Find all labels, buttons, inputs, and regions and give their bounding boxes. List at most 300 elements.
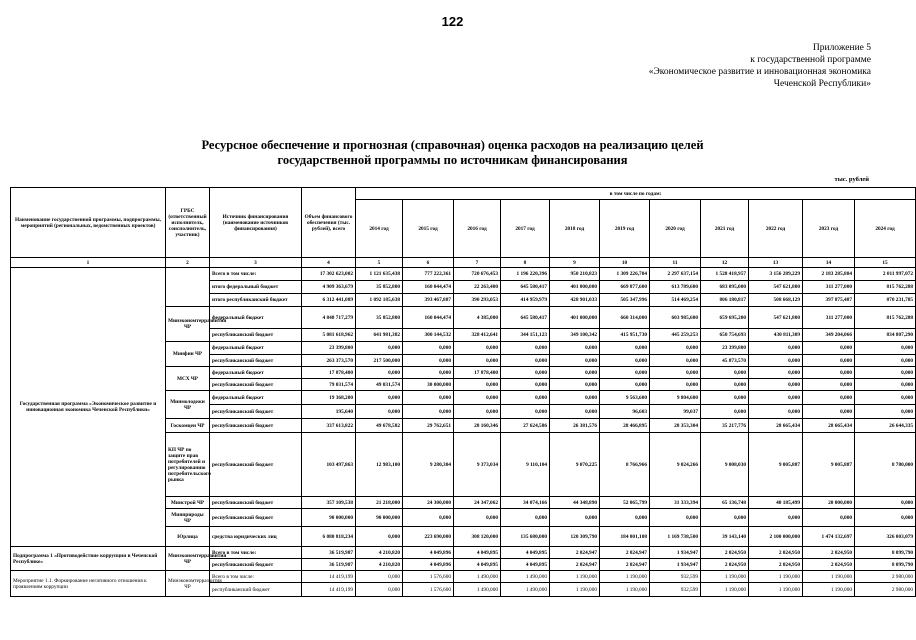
year-value-cell: 40 185,499: [749, 497, 803, 509]
year-value-cell: 0,000: [855, 405, 916, 419]
year-value-cell: 28 160,346: [454, 419, 501, 433]
year-value-cell: 0,000: [454, 391, 501, 405]
year-value-cell: 9 024,266: [650, 433, 701, 497]
year-value-cell: 349 100,342: [550, 329, 600, 342]
total-cell: 4 848 717,279: [302, 307, 356, 329]
year-value-cell: 2 183 285,884: [803, 268, 855, 281]
year-value-cell: 645 580,417: [501, 307, 550, 329]
year-value-cell: 27 624,586: [501, 419, 550, 433]
year-value-cell: 0,000: [403, 342, 454, 355]
year-value-cell: 0,000: [600, 355, 650, 367]
year-value-cell: 31 333,394: [650, 497, 701, 509]
source-cell: республиканский бюджет: [210, 497, 302, 509]
year-value-cell: 28 466,895: [600, 419, 650, 433]
source-cell: итого федеральный бюджет: [210, 281, 302, 294]
year-value-cell: 21 218,000: [356, 497, 403, 509]
year-value-cell: 0,000: [803, 379, 855, 391]
year-value-cell: 12 983,100: [356, 433, 403, 497]
year-value-cell: 2 024,950: [749, 559, 803, 571]
header-name: Наименование государственной программы, подпрограммы, мероприятий (региональных, ведомственных проектов): [11, 188, 166, 258]
year-value-cell: 20 000,000: [803, 497, 855, 509]
total-cell: 6 080 818,234: [302, 527, 356, 547]
source-cell: федеральный бюджет: [210, 367, 302, 379]
year-value-cell: 0,000: [803, 405, 855, 419]
header-year: 2023 год: [803, 200, 855, 258]
year-value-cell: 428 901,033: [550, 294, 600, 307]
table-row: [11, 571, 916, 583]
year-value-cell: 328 412,641: [454, 329, 501, 342]
year-value-cell: 1 190,000: [749, 583, 803, 597]
source-cell: Всего в том числе:: [210, 547, 302, 559]
total-cell: 14 419,199: [302, 583, 356, 597]
year-value-cell: 547 621,800: [749, 281, 803, 294]
year-value-cell: 641 981,382: [356, 329, 403, 342]
total-cell: 337 613,822: [302, 419, 356, 433]
year-value-cell: 8 780,000: [855, 433, 916, 497]
index-cell: 15: [855, 258, 916, 268]
year-value-cell: 135 680,000: [501, 527, 550, 547]
year-value-cell: 2 024,950: [701, 559, 749, 571]
executor-cell: Минмолодежи ЧР: [166, 391, 210, 419]
year-value-cell: 0,000: [356, 571, 403, 583]
year-value-cell: 0,000: [501, 342, 550, 355]
year-value-cell: 96,603: [600, 405, 650, 419]
year-value-cell: 932,599: [650, 571, 701, 583]
header-year: 2017 год: [501, 200, 550, 258]
year-value-cell: 1 490,000: [501, 583, 550, 597]
year-value-cell: 1 190,000: [701, 571, 749, 583]
year-value-cell: 0,000: [550, 509, 600, 527]
source-cell: республиканский бюджет: [210, 419, 302, 433]
year-value-cell: 645 580,417: [501, 281, 550, 294]
total-cell: 6 312 441,089: [302, 294, 356, 307]
year-value-cell: 0,000: [855, 391, 916, 405]
year-value-cell: 90 000,000: [356, 509, 403, 527]
title-line: Ресурсное обеспечение и прогнозная (справочная) оценка расходов на реализацию целей: [201, 138, 704, 152]
year-value-cell: 8 099,790: [855, 559, 916, 571]
year-value-cell: 0,000: [749, 367, 803, 379]
year-value-cell: 0,000: [749, 509, 803, 527]
year-value-cell: 1 121 635,438: [356, 268, 403, 281]
total-cell: 14 419,199: [302, 571, 356, 583]
year-value-cell: 1 190,000: [550, 571, 600, 583]
header-total: Объем финансового обеспечения (тыс. рублей), всего: [302, 188, 356, 258]
header-year: 2022 год: [749, 200, 803, 258]
year-value-cell: 660 314,000: [600, 307, 650, 329]
year-value-cell: 505 347,996: [600, 294, 650, 307]
year-value-cell: 9 005,887: [749, 433, 803, 497]
header-source: Источник финансирования (наименование источников финансирования): [210, 188, 302, 258]
year-value-cell: 35 217,776: [701, 419, 749, 433]
year-value-cell: 1 190,000: [803, 583, 855, 597]
year-value-cell: 2 024,950: [803, 559, 855, 571]
year-value-cell: 445 259,253: [650, 329, 701, 342]
index-cell: 5: [356, 258, 403, 268]
year-value-cell: 514 469,254: [650, 294, 701, 307]
year-value-cell: 1 474 132,697: [803, 527, 855, 547]
year-value-cell: 23 399,800: [701, 342, 749, 355]
year-value-cell: 0,000: [403, 367, 454, 379]
year-value-cell: 2 024,947: [600, 547, 650, 559]
executor-cell: МСХ ЧР: [166, 367, 210, 391]
total-cell: 17 878,400: [302, 367, 356, 379]
year-value-cell: 0,000: [454, 405, 501, 419]
year-value-cell: 223 690,000: [403, 527, 454, 547]
year-value-cell: 0,000: [803, 342, 855, 355]
table-row: [11, 547, 916, 559]
executor-cell: Минэкономтерразвития ЧР: [166, 307, 210, 342]
year-value-cell: 0,000: [403, 509, 454, 527]
year-value-cell: 9 110,104: [501, 433, 550, 497]
appendix-line: Приложение 5: [812, 43, 871, 53]
year-value-cell: 99,037: [650, 405, 701, 419]
index-cell: 3: [210, 258, 302, 268]
year-value-cell: 720 676,453: [454, 268, 501, 281]
year-value-cell: 834 807,290: [855, 329, 916, 342]
year-value-cell: 0,000: [454, 355, 501, 367]
year-value-cell: 1 190,000: [550, 583, 600, 597]
total-cell: 103 497,863: [302, 433, 356, 497]
year-value-cell: 24 300,000: [403, 497, 454, 509]
year-value-cell: 0,000: [701, 391, 749, 405]
year-value-cell: 2 024,950: [749, 547, 803, 559]
year-value-cell: 0,000: [600, 342, 650, 355]
year-value-cell: 0,000: [600, 379, 650, 391]
year-value-cell: 1 190,000: [600, 583, 650, 597]
executor-cell: Минэкономтерразвития ЧР: [166, 547, 210, 571]
index-cell: 7: [454, 258, 501, 268]
year-value-cell: 2 980,000: [855, 583, 916, 597]
year-value-cell: 815 762,288: [855, 307, 916, 329]
header-row: [11, 188, 916, 200]
year-value-cell: 1 309 226,704: [600, 268, 650, 281]
year-value-cell: 0,000: [550, 367, 600, 379]
year-value-cell: 0,000: [501, 405, 550, 419]
index-cell: 12: [701, 258, 749, 268]
year-value-cell: 0,000: [650, 367, 701, 379]
source-cell: республиканский бюджет: [210, 559, 302, 571]
year-value-cell: 2 024,950: [803, 547, 855, 559]
source-cell: республиканский бюджет: [210, 379, 302, 391]
year-value-cell: 0,000: [749, 379, 803, 391]
year-value-cell: 0,000: [855, 342, 916, 355]
appendix-line: к государственной программе: [750, 55, 871, 65]
year-value-cell: 8 099,790: [855, 547, 916, 559]
year-value-cell: 35 852,800: [356, 307, 403, 329]
source-cell: республиканский бюджет: [210, 583, 302, 597]
year-value-cell: 349 204,066: [803, 329, 855, 342]
executor-cell: КП ЧР по защите прав потребителей и регулированию потребительского рынка: [166, 433, 210, 497]
year-value-cell: 52 065,799: [600, 497, 650, 509]
total-cell: 36 519,987: [302, 547, 356, 559]
index-cell: 4: [302, 258, 356, 268]
year-value-cell: 326 003,079: [855, 527, 916, 547]
year-value-cell: 9 563,600: [600, 391, 650, 405]
header-year: 2019 год: [600, 200, 650, 258]
total-cell: 263 373,570: [302, 355, 356, 367]
year-value-cell: 0,000: [550, 355, 600, 367]
year-value-cell: 0,000: [356, 405, 403, 419]
year-value-cell: 28 665,434: [749, 419, 803, 433]
year-value-cell: 17 878,400: [454, 367, 501, 379]
year-value-cell: 0,000: [701, 379, 749, 391]
source-cell: республиканский бюджет: [210, 433, 302, 497]
year-value-cell: 4 049,895: [454, 547, 501, 559]
year-value-cell: 26 381,576: [550, 419, 600, 433]
executor-cell: [166, 268, 210, 307]
year-value-cell: 0,000: [403, 391, 454, 405]
year-value-cell: 308 120,000: [454, 527, 501, 547]
year-value-cell: 0,000: [550, 379, 600, 391]
year-value-cell: 0,000: [600, 367, 650, 379]
year-value-cell: 4 210,820: [356, 547, 403, 559]
year-value-cell: 806 180,817: [701, 294, 749, 307]
year-value-cell: 397 875,487: [803, 294, 855, 307]
index-cell: 2: [166, 258, 210, 268]
year-value-cell: 35 852,800: [356, 281, 403, 294]
year-value-cell: 29 762,651: [403, 419, 454, 433]
year-value-cell: 344 151,123: [501, 329, 550, 342]
year-value-cell: 0,000: [701, 405, 749, 419]
units-label: тыс. рублей: [834, 176, 869, 183]
year-value-cell: 0,000: [855, 379, 916, 391]
year-value-cell: 0,000: [855, 367, 916, 379]
financing-table: [10, 187, 916, 597]
year-value-cell: 0,000: [501, 367, 550, 379]
year-value-cell: 1 576,600: [403, 571, 454, 583]
year-value-cell: 0,000: [454, 379, 501, 391]
year-value-cell: 430 811,309: [749, 329, 803, 342]
subprogram-name: Подпрограмма 1 «Противодействие коррупции в Чеченской Республике»: [11, 547, 166, 571]
total-cell: 90 000,000: [302, 509, 356, 527]
year-value-cell: 2 297 637,154: [650, 268, 701, 281]
header-year: 2020 год: [650, 200, 701, 258]
year-value-cell: 870 231,785: [855, 294, 916, 307]
year-value-cell: 34 074,166: [501, 497, 550, 509]
year-value-cell: 4 049,895: [501, 547, 550, 559]
total-cell: 195,640: [302, 405, 356, 419]
source-cell: федеральный бюджет: [210, 391, 302, 405]
source-cell: республиканский бюджет: [210, 509, 302, 527]
total-cell: 5 081 618,962: [302, 329, 356, 342]
year-value-cell: 0,000: [701, 367, 749, 379]
year-value-cell: 650 754,693: [701, 329, 749, 342]
title-line: государственной программы по источникам финансирования: [277, 153, 628, 167]
year-value-cell: 4 210,820: [356, 559, 403, 571]
year-value-cell: 414 959,979: [501, 294, 550, 307]
executor-cell: Минфин ЧР: [166, 342, 210, 367]
year-value-cell: 44 348,890: [550, 497, 600, 509]
total-cell: 17 302 623,002: [302, 268, 356, 281]
year-value-cell: 2 024,947: [600, 559, 650, 571]
year-value-cell: 9 070,225: [550, 433, 600, 497]
year-value-cell: 217 500,000: [356, 355, 403, 367]
year-value-cell: 9 008,030: [701, 433, 749, 497]
source-cell: республиканский бюджет: [210, 355, 302, 367]
document-title: [0, 138, 905, 168]
index-cell: 9: [550, 258, 600, 268]
index-cell: 14: [803, 258, 855, 268]
year-value-cell: 9 005,887: [803, 433, 855, 497]
year-value-cell: 401 000,000: [550, 307, 600, 329]
year-value-cell: 0,000: [356, 391, 403, 405]
year-value-cell: 0,000: [550, 405, 600, 419]
executor-cell: Минприроды ЧР: [166, 509, 210, 527]
appendix-line: Чеченской Республики»: [773, 79, 871, 89]
year-value-cell: 777 222,361: [403, 268, 454, 281]
year-value-cell: 390 293,053: [454, 294, 501, 307]
header-year: 2018 год: [550, 200, 600, 258]
year-value-cell: 1 190,000: [600, 571, 650, 583]
year-value-cell: 0,000: [454, 509, 501, 527]
year-value-cell: 1 169 738,500: [650, 527, 701, 547]
year-value-cell: 2 024,950: [701, 547, 749, 559]
year-value-cell: 160 044,474: [403, 281, 454, 294]
year-value-cell: 1 490,000: [454, 571, 501, 583]
total-cell: 4 909 363,679: [302, 281, 356, 294]
year-value-cell: 49 031,574: [356, 379, 403, 391]
year-value-cell: 815 762,288: [855, 281, 916, 294]
total-cell: 357 109,538: [302, 497, 356, 509]
year-value-cell: 0,000: [749, 391, 803, 405]
year-value-cell: 39 143,140: [701, 527, 749, 547]
year-value-cell: 311 277,000: [803, 281, 855, 294]
year-value-cell: 547 621,800: [749, 307, 803, 329]
program-name: Государственная программа «Экономическое развитие и инновационная экономика Чеченской Республики»: [11, 268, 166, 547]
year-value-cell: 0,000: [749, 342, 803, 355]
year-value-cell: 393 467,887: [403, 294, 454, 307]
year-value-cell: 0,000: [701, 509, 749, 527]
year-value-cell: 24 347,062: [454, 497, 501, 509]
year-value-cell: 401 000,000: [550, 281, 600, 294]
year-value-cell: 2 024,947: [550, 559, 600, 571]
year-value-cell: 0,000: [803, 367, 855, 379]
year-value-cell: 1 190,000: [803, 571, 855, 583]
year-value-cell: 603 985,600: [650, 307, 701, 329]
year-value-cell: 415 951,730: [600, 329, 650, 342]
year-value-cell: 0,000: [356, 342, 403, 355]
year-value-cell: 508 668,129: [749, 294, 803, 307]
total-cell: 19 368,200: [302, 391, 356, 405]
year-value-cell: 1 934,947: [650, 559, 701, 571]
year-value-cell: 0,000: [803, 355, 855, 367]
year-value-cell: 4 385,000: [454, 307, 501, 329]
year-value-cell: 3 156 289,229: [749, 268, 803, 281]
table-row: [11, 268, 916, 281]
year-value-cell: 65 136,748: [701, 497, 749, 509]
year-value-cell: 49 678,582: [356, 419, 403, 433]
index-cell: 1: [11, 258, 166, 268]
source-cell: федеральный бюджет: [210, 307, 302, 329]
executor-cell: Минэкономтерразвития ЧР: [166, 571, 210, 597]
year-value-cell: 0,000: [650, 379, 701, 391]
header-year: 2021 год: [701, 200, 749, 258]
year-value-cell: 45 873,570: [701, 355, 749, 367]
executor-cell: Госкомцен ЧР: [166, 419, 210, 433]
year-value-cell: 9 280,304: [403, 433, 454, 497]
year-value-cell: 0,000: [650, 509, 701, 527]
index-cell: 11: [650, 258, 701, 268]
executor-cell: Юрлица: [166, 527, 210, 547]
index-cell: 8: [501, 258, 550, 268]
year-value-cell: 1 190,000: [701, 583, 749, 597]
year-value-cell: 683 095,000: [701, 281, 749, 294]
year-value-cell: 9 804,600: [650, 391, 701, 405]
header-grbs: ГРБС (ответственный исполнитель, соисполнитель, участник): [166, 188, 210, 258]
year-value-cell: 0,000: [501, 379, 550, 391]
year-value-cell: 184 001,108: [600, 527, 650, 547]
source-cell: Всего в том числе:: [210, 571, 302, 583]
year-value-cell: 4 049,896: [403, 547, 454, 559]
year-value-cell: 0,000: [749, 355, 803, 367]
year-value-cell: 4 049,895: [454, 559, 501, 571]
year-value-cell: 1 490,000: [501, 571, 550, 583]
year-value-cell: 1 576,600: [403, 583, 454, 597]
year-value-cell: 0,000: [501, 355, 550, 367]
year-value-cell: 1 528 418,957: [701, 268, 749, 281]
year-value-cell: 4 049,895: [501, 559, 550, 571]
year-value-cell: 0,000: [454, 342, 501, 355]
year-value-cell: 1 934,947: [650, 547, 701, 559]
header-year: 2014 год: [356, 200, 403, 258]
header-year: 2024 год: [855, 200, 916, 258]
source-cell: республиканский бюджет: [210, 405, 302, 419]
year-value-cell: 932,599: [650, 583, 701, 597]
year-value-cell: 1 190,000: [749, 571, 803, 583]
source-cell: республиканский бюджет: [210, 329, 302, 342]
source-cell: федеральный бюджет: [210, 342, 302, 355]
year-value-cell: 0,000: [855, 509, 916, 527]
index-cell: 10: [600, 258, 650, 268]
year-value-cell: 0,000: [855, 497, 916, 509]
year-value-cell: 0,000: [501, 391, 550, 405]
source-cell: средства юридических лиц: [210, 527, 302, 547]
year-value-cell: 613 789,600: [650, 281, 701, 294]
appendix-block: [649, 42, 871, 90]
year-value-cell: 1 092 185,638: [356, 294, 403, 307]
year-value-cell: 4 049,896: [403, 559, 454, 571]
source-cell: итого республиканский бюджет: [210, 294, 302, 307]
year-value-cell: 0,000: [749, 405, 803, 419]
year-value-cell: 1 490,000: [454, 583, 501, 597]
year-value-cell: 0,000: [356, 527, 403, 547]
year-value-cell: 669 877,600: [600, 281, 650, 294]
year-value-cell: 0,000: [403, 355, 454, 367]
year-value-cell: 9 373,034: [454, 433, 501, 497]
year-value-cell: 28 353,304: [650, 419, 701, 433]
year-value-cell: 2 100 000,000: [749, 527, 803, 547]
year-value-cell: 950 210,823: [550, 268, 600, 281]
year-value-cell: 300 144,532: [403, 329, 454, 342]
year-value-cell: 0,000: [803, 509, 855, 527]
source-cell: Всего в том числе:: [210, 268, 302, 281]
year-value-cell: 28 665,434: [803, 419, 855, 433]
year-value-cell: 2 980,000: [855, 571, 916, 583]
header-year: 2016 год: [454, 200, 501, 258]
year-value-cell: 0,000: [600, 509, 650, 527]
total-cell: 79 031,574: [302, 379, 356, 391]
year-value-cell: 311 277,000: [803, 307, 855, 329]
year-value-cell: 0,000: [550, 391, 600, 405]
year-value-cell: 120 309,790: [550, 527, 600, 547]
year-value-cell: 0,000: [403, 405, 454, 419]
total-cell: 23 399,800: [302, 342, 356, 355]
year-value-cell: 0,000: [501, 509, 550, 527]
year-value-cell: 30 000,000: [403, 379, 454, 391]
year-value-cell: 0,000: [356, 367, 403, 379]
year-value-cell: 0,000: [356, 583, 403, 597]
year-value-cell: 1 196 220,396: [501, 268, 550, 281]
